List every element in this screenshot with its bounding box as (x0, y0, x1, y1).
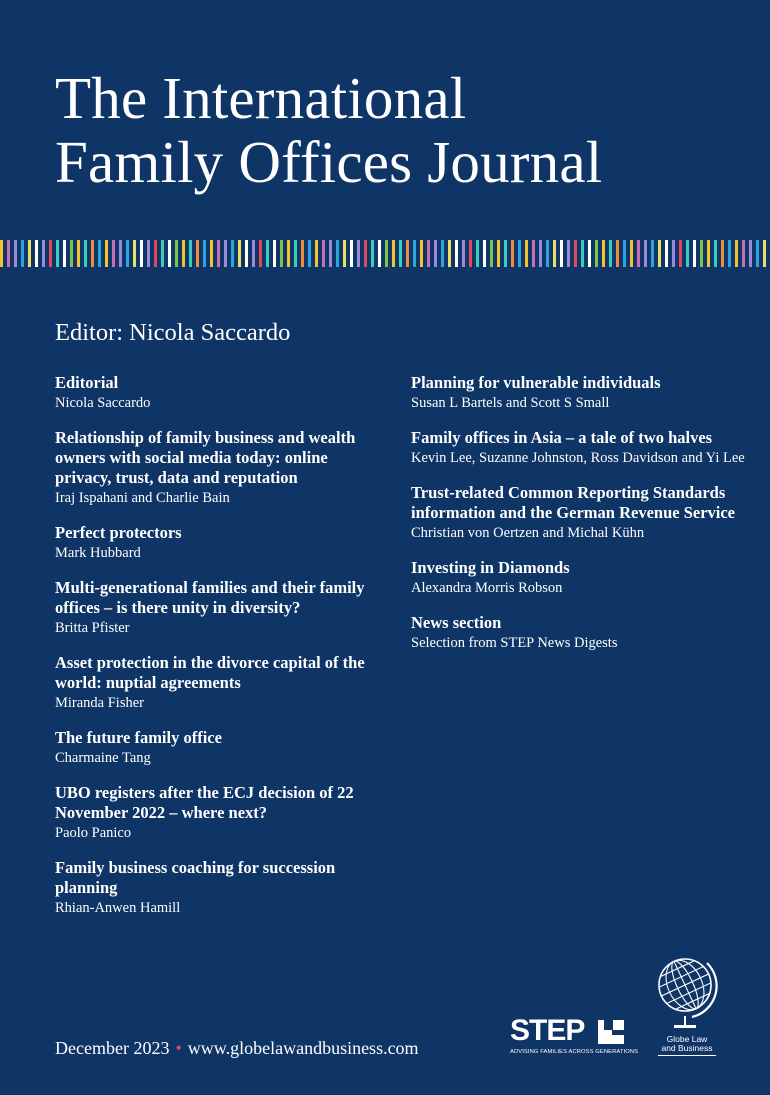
website-link[interactable]: www.globelawandbusiness.com (187, 1038, 419, 1058)
article-author: Britta Pfister (55, 620, 130, 636)
stripe-bar (553, 240, 556, 267)
stripe-bar (329, 240, 332, 267)
stripe-bar (196, 240, 199, 267)
stripe-bar (168, 240, 171, 267)
globe-icon (652, 953, 722, 1035)
stripe-bar (189, 240, 192, 267)
stripe-bar (546, 240, 549, 267)
stripe-bar (623, 240, 626, 267)
stripe-bar (497, 240, 500, 267)
footer-bullet: • (175, 1038, 182, 1058)
stripe-bar (49, 240, 52, 267)
stripe-bar (560, 240, 563, 267)
contents-entry (55, 653, 385, 713)
article-author: Mark Hubbard (55, 545, 141, 561)
stripe-bar (14, 240, 17, 267)
publisher-name-line-1: Globe Law (666, 1034, 708, 1044)
step-logo-tagline: ADVISING FAMILIES ACROSS GENERATIONS (510, 1049, 639, 1055)
stripe-bar (434, 240, 437, 267)
stripe-bar (448, 240, 451, 267)
contents-entry (55, 373, 385, 413)
stripe-bar (273, 240, 276, 267)
stripe-bar (119, 240, 122, 267)
stripe-bar (441, 240, 444, 267)
stripe-bar (301, 240, 304, 267)
journal-title (55, 66, 602, 194)
stripe-bar (672, 240, 675, 267)
journal-title-line-2: Family Offices Journal (55, 129, 603, 195)
stripe-bar (490, 240, 493, 267)
stripe-bar (413, 240, 416, 267)
stripe-bar (84, 240, 87, 267)
issue-date: December 2023 (55, 1038, 170, 1058)
contents-column-left (55, 373, 385, 933)
stripe-bar (378, 240, 381, 267)
article-title: Trust-related Common Reporting Standards information and the German Revenue Service (411, 483, 735, 522)
contents-entry (411, 373, 751, 413)
article-title: Investing in Diamonds (411, 558, 570, 577)
stripe-bar (392, 240, 395, 267)
article-author: Selection from STEP News Digests (411, 635, 618, 651)
contents-entry (411, 428, 751, 468)
stripe-bar (175, 240, 178, 267)
stripe-bar (112, 240, 115, 267)
stripe-bar (266, 240, 269, 267)
stripe-bar (588, 240, 591, 267)
contents-entry (411, 483, 751, 543)
stripe-bar (294, 240, 297, 267)
article-author: Kevin Lee, Suzanne Johnston, Ross Davidson and Yi Lee (411, 450, 745, 466)
stripe-bar (203, 240, 206, 267)
stripe-bar (42, 240, 45, 267)
stripe-bar (595, 240, 598, 267)
stripe-bar (637, 240, 640, 267)
step-logo-word: STEP (510, 1014, 585, 1047)
contents-entry (411, 558, 751, 598)
stripe-bar (644, 240, 647, 267)
stripe-bar (28, 240, 31, 267)
contents-entry (55, 428, 385, 508)
stripe-bar (609, 240, 612, 267)
stripe-bar (427, 240, 430, 267)
decorative-stripe (0, 240, 770, 267)
article-title: Multi-generational families and their family offices – is there unity in diversity? (55, 578, 365, 617)
stripe-bar (630, 240, 633, 267)
stripe-bar (371, 240, 374, 267)
article-title: The future family office (55, 728, 222, 747)
article-title: Asset protection in the divorce capital of the world: nuptial agreements (55, 653, 365, 692)
stripe-bar (56, 240, 59, 267)
article-author: Christian von Oertzen and Michal Kühn (411, 525, 645, 541)
contents-entry (55, 783, 385, 843)
stripe-bar (469, 240, 472, 267)
stripe-bar (679, 240, 682, 267)
contents-entry (55, 858, 385, 918)
stripe-bar (658, 240, 661, 267)
stripe-bar (77, 240, 80, 267)
stripe-bar (476, 240, 479, 267)
stripe-bar (742, 240, 745, 267)
stripe-bar (651, 240, 654, 267)
article-author: Alexandra Morris Robson (411, 580, 563, 596)
publisher-name-line-2: and Business (661, 1043, 713, 1053)
stripe-bar (707, 240, 710, 267)
stripe-bar (147, 240, 150, 267)
stripe-bar (224, 240, 227, 267)
stripe-bar (581, 240, 584, 267)
journal-title-line-1: The International (55, 65, 467, 131)
article-title: Editorial (55, 373, 119, 392)
article-author: Nicola Saccardo (55, 395, 151, 411)
stripe-bar (287, 240, 290, 267)
stripe-bar (525, 240, 528, 267)
stripe-bar (140, 240, 143, 267)
stripe-bar (210, 240, 213, 267)
stripe-bar (364, 240, 367, 267)
stripe-bar (105, 240, 108, 267)
stripe-bar (483, 240, 486, 267)
stripe-bar (686, 240, 689, 267)
stripe-bar (728, 240, 731, 267)
article-title: UBO registers after the ECJ decision of 22 November 2022 – where next? (55, 783, 354, 822)
stripe-bar (98, 240, 101, 267)
stripe-bar (539, 240, 542, 267)
stripe-bar (70, 240, 73, 267)
editor-line: Editor: Nicola Saccardo (55, 319, 291, 346)
article-author: Charmaine Tang (55, 750, 151, 766)
stripe-bar (420, 240, 423, 267)
stripe-bar (357, 240, 360, 267)
stripe-bar (133, 240, 136, 267)
stripe-bar (252, 240, 255, 267)
step-logo (510, 1014, 639, 1060)
stripe-bar (616, 240, 619, 267)
stripe-bar (154, 240, 157, 267)
stripe-bar (462, 240, 465, 267)
publisher-name (652, 1035, 722, 1053)
stripe-bar (455, 240, 458, 267)
stripe-bar (350, 240, 353, 267)
contents-column-right (411, 373, 751, 668)
stripe-bar (91, 240, 94, 267)
stripe-bar (700, 240, 703, 267)
article-title: Family offices in Asia – a tale of two halves (411, 428, 713, 447)
contents-entry (55, 523, 385, 563)
publisher-logo (652, 953, 722, 1063)
article-title: Planning for vulnerable individuals (411, 373, 661, 392)
contents-entry (55, 728, 385, 768)
stripe-bar (182, 240, 185, 267)
stripe-bar (714, 240, 717, 267)
step-logo-mark-icon (598, 1020, 624, 1044)
stripe-bar (21, 240, 24, 267)
contents-entry (55, 578, 385, 638)
stripe-bar (280, 240, 283, 267)
stripe-bar (532, 240, 535, 267)
article-author: Susan L Bartels and Scott S Small (411, 395, 610, 411)
stripe-bar (574, 240, 577, 267)
stripe-bar (406, 240, 409, 267)
stripe-bar (231, 240, 234, 267)
article-author: Iraj Ispahani and Charlie Bain (55, 490, 230, 506)
stripe-bar (385, 240, 388, 267)
stripe-bar (756, 240, 759, 267)
article-title: Family business coaching for succession planning (55, 858, 336, 897)
stripe-bar (763, 240, 766, 267)
article-title: News section (411, 613, 502, 632)
article-title: Perfect protectors (55, 523, 182, 542)
stripe-bar (693, 240, 696, 267)
stripe-bar (35, 240, 38, 267)
article-author: Miranda Fisher (55, 695, 144, 711)
stripe-bar (7, 240, 10, 267)
stripe-bar (238, 240, 241, 267)
stripe-bar (343, 240, 346, 267)
stripe-bar (259, 240, 262, 267)
stripe-bar (217, 240, 220, 267)
publisher-rule (658, 1055, 716, 1056)
stripe-bar (665, 240, 668, 267)
stripe-bar (245, 240, 248, 267)
contents-entry (411, 613, 751, 653)
article-title: Relationship of family business and wealth owners with social media today: online privacy, trust, data and reputation (55, 428, 356, 487)
stripe-bar (322, 240, 325, 267)
stripe-bar (602, 240, 605, 267)
stripe-bar (126, 240, 129, 267)
stripe-bar (511, 240, 514, 267)
stripe-bar (0, 240, 3, 267)
stripe-bar (504, 240, 507, 267)
footer (55, 1036, 419, 1060)
stripe-bar (735, 240, 738, 267)
stripe-bar (336, 240, 339, 267)
stripe-bar (749, 240, 752, 267)
stripe-bar (567, 240, 570, 267)
stripe-bar (315, 240, 318, 267)
stripe-bar (518, 240, 521, 267)
stripe-bar (721, 240, 724, 267)
stripe-bar (399, 240, 402, 267)
article-author: Paolo Panico (55, 825, 132, 841)
stripe-bar (308, 240, 311, 267)
article-author: Rhian-Anwen Hamill (55, 900, 181, 916)
stripe-bar (63, 240, 66, 267)
stripe-bar (161, 240, 164, 267)
